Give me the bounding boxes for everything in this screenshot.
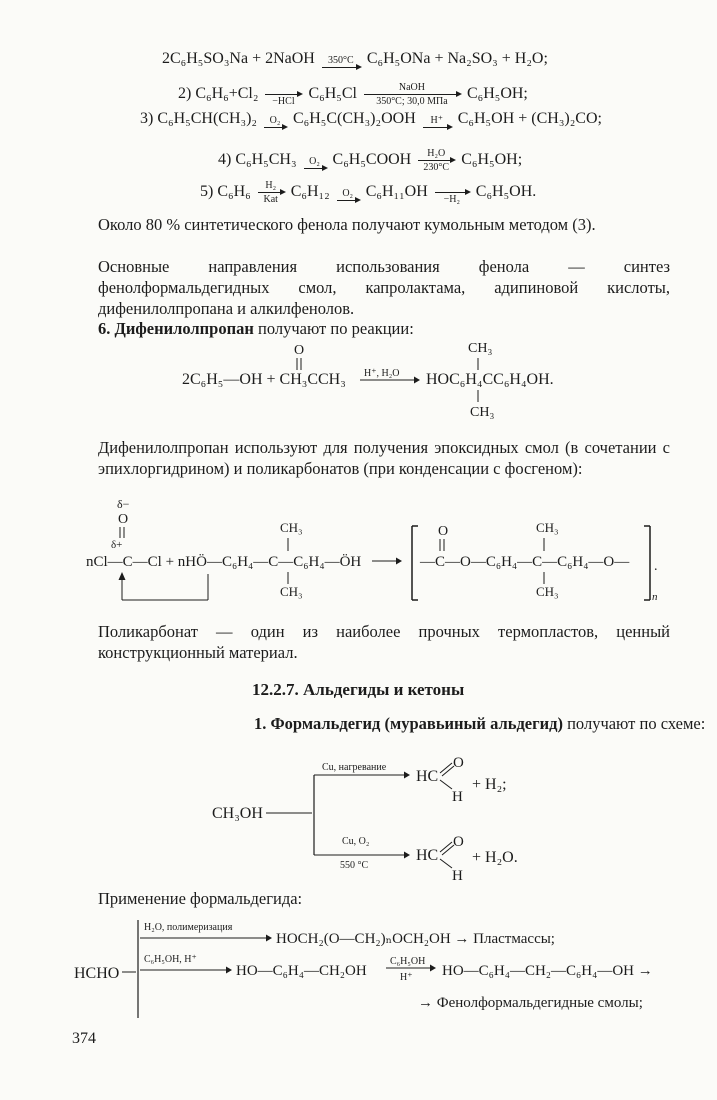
paragraph-applications: Применение формальдегида: (98, 889, 303, 908)
arrow-condition: 350°C; 30,0 МПа (376, 96, 448, 107)
reaction-arrow (265, 82, 301, 107)
reaction-4 (218, 142, 523, 173)
reaction-arrow (435, 180, 469, 205)
paragraph-dpp-uses: Дифенилолпропан используют для получения эпоксидных смол (в сочетании с эпихлоргидрином) и поликарбонатов (при конденсации с фосгеном): (98, 438, 670, 478)
reaction-arrow (418, 148, 454, 173)
reaction-2-reagent: C₆H₆+Cl₂ (195, 85, 259, 102)
methyl-bottom: CH₃ (536, 584, 559, 599)
reaction-2-intermediate: C₆H₅Cl (308, 85, 357, 102)
reaction-arrow (337, 188, 359, 201)
phosgene-oxygen: O (118, 512, 129, 527)
reaction-number: 2) (178, 85, 192, 102)
reaction-5-intermediate-2: C₆H₁₁OH (365, 183, 428, 200)
polycarbonate-reagents: nCl—C—Cl + nHÖ—C₆H₄—C—C₆H₄—ÖH (86, 554, 362, 570)
polycarbonate-repeat-unit: —C—O—C₆H₄—C—C₆H₄—O— (420, 554, 630, 570)
methyl-bottom: CH₃ (280, 584, 303, 599)
reaction-number: 4) (218, 151, 232, 168)
reaction-3-intermediate: C₆H₅C(CH₃)₂OOH (292, 110, 416, 127)
reaction-1 (162, 50, 548, 68)
byproduct-hydrogen: + H₂; (472, 776, 507, 793)
dpp-heading: 6. Дифенилолпропан (98, 319, 254, 338)
carbonate-oxygen: O (438, 524, 449, 539)
methyl-top: CH₃ (280, 520, 303, 535)
methanol-reagent: CH₃OH (212, 805, 263, 822)
formaldehyde-reagent: HCHO (74, 965, 120, 982)
arrow-condition: H⁺ (430, 115, 443, 126)
page-number: 374 (72, 1030, 96, 1047)
arrow-condition: H⁺ (400, 972, 413, 983)
polycarbonate-reaction (80, 496, 680, 606)
reaction-number: 3) (140, 110, 154, 127)
byproduct-water: + H₂O. (472, 849, 518, 866)
paragraph-phenol-uses: Основные направления использования фенола — синтез фенолформальдегидных смол, капролактама, адипиновой кислоты, дифенилолпропана и алкилфенолов. (98, 257, 670, 318)
bis-hydroxyphenyl-methane: HO—C₆H₄—CH₂—C₆H₄—OH → (442, 963, 653, 979)
methyl-top: CH₃ (468, 341, 493, 356)
arrow-condition: 550 °C (340, 860, 369, 871)
reaction-2-product: C₆H₅OH; (466, 85, 528, 102)
arrow-condition: C₆H₅OH, H⁺ (144, 954, 197, 965)
arrow-condition: NaOH (398, 82, 425, 93)
dpp-reaction (150, 340, 570, 425)
delta-minus-label: δ− (117, 497, 130, 511)
arrow-condition: 350°C (328, 55, 354, 66)
polymer-index: n (652, 591, 658, 603)
aldehyde-oxygen: O (453, 834, 464, 850)
dpp-product: HOC₆H₄CC₆H₄OH. (426, 371, 554, 388)
reaction-1-left: 2C₆H₅SO₃Na + 2NaOH (162, 50, 315, 67)
arrow-condition: O₂ (342, 188, 354, 199)
paragraph-cumene: Около 80 % синтетического фенола получают кумольным методом (3). (98, 215, 596, 234)
paragraph-formaldehyde-intro-1 (254, 714, 705, 734)
reaction-5 (200, 174, 537, 205)
arrow-condition: H₂ (265, 180, 277, 191)
aldehyde-oxygen: O (453, 755, 464, 771)
arrow-condition: O₂ (309, 156, 320, 167)
svg-text:.: . (654, 559, 658, 574)
reaction-5-intermediate: C₆H₁₂ (290, 183, 330, 200)
reaction-4-intermediate: C₆H₅COOH (332, 151, 412, 168)
reaction-number: 5) (200, 183, 214, 200)
arrow-condition: C₆H₅OH (390, 956, 426, 967)
formaldehyde-intro-text: получают по схеме: (562, 714, 706, 733)
reaction-arrow (423, 115, 451, 128)
applications-scheme (60, 912, 680, 1022)
reaction-arrow (364, 82, 460, 107)
arrow-condition: H₂O (427, 148, 446, 159)
reaction-5-reagent: C₆H₆ (217, 183, 251, 200)
reaction-arrow (264, 115, 286, 128)
arrow-condition: O₂ (269, 115, 281, 126)
aldehyde-hydrogen: H (452, 868, 463, 884)
arrow-condition: Cu, O₂ (342, 836, 370, 847)
carbonyl-oxygen: O (294, 343, 305, 358)
dpp-reagents: 2C₆H₅—OH + CH₃CCH₃ (182, 371, 346, 388)
reaction-4-product: C₆H₅OH; (461, 151, 523, 168)
dpp-condition: H⁺, H₂O (364, 368, 400, 379)
methyl-top: CH₃ (536, 520, 559, 535)
delta-plus-label: δ+ (111, 539, 123, 551)
reaction-arrow (304, 156, 326, 169)
reaction-5-product: C₆H₅OH. (475, 183, 537, 200)
reaction-arrow (258, 180, 284, 205)
hydroxybenzyl-alcohol: HO—C₆H₄—CH₂OH (236, 963, 367, 979)
arrow-condition: Cu, нагревание (322, 762, 387, 773)
reaction-4-reagent: C₆H₅CH₃ (235, 151, 297, 168)
formaldehyde-scheme (200, 755, 560, 885)
arrow-condition: 230°C (423, 162, 450, 173)
reaction-3-reagent: C₆H₅CH(CH₃)₂ (157, 110, 257, 127)
formaldehyde-product: HC (416, 768, 439, 785)
aldehyde-hydrogen: H (452, 789, 463, 805)
reaction-1-right: C₆H₅ONa + Na₂SO₃ + H₂O; (366, 50, 548, 67)
paragraph-polycarbonate: Поликарбонат — один из наиболее прочных термопластов, ценный конструкционный материал. (98, 622, 670, 662)
arrow-condition: −H₂ (443, 194, 460, 205)
dpp-intro-text: получают по реакции: (253, 319, 414, 338)
formaldehyde-product: HC (416, 847, 439, 864)
reaction-arrow (322, 55, 360, 68)
reaction-3-product: C₆H₅OH + (CH₃)₂CO; (457, 110, 602, 127)
formaldehyde-heading: 1. Формальдегид (муравьиный альдегид) (254, 714, 563, 733)
arrow-condition: −HCl (272, 96, 295, 107)
reaction-2 (178, 76, 528, 107)
section-heading: 12.2.7. Альдегиды и кетоны (252, 680, 465, 699)
arrow-condition: Kat (263, 194, 278, 205)
polyoxymethylene-product: HOCH₂(O—CH₂)ₙOCH₂OH → Пластмассы; (276, 931, 555, 947)
paragraph-dpp-intro (98, 318, 670, 339)
methyl-bottom: CH₃ (470, 405, 495, 420)
reaction-3 (140, 110, 602, 128)
arrow-condition: H₂O, полимеризация (144, 922, 233, 933)
phenol-formaldehyde-resins: → Фенолформальдегидные смолы; (418, 995, 643, 1011)
